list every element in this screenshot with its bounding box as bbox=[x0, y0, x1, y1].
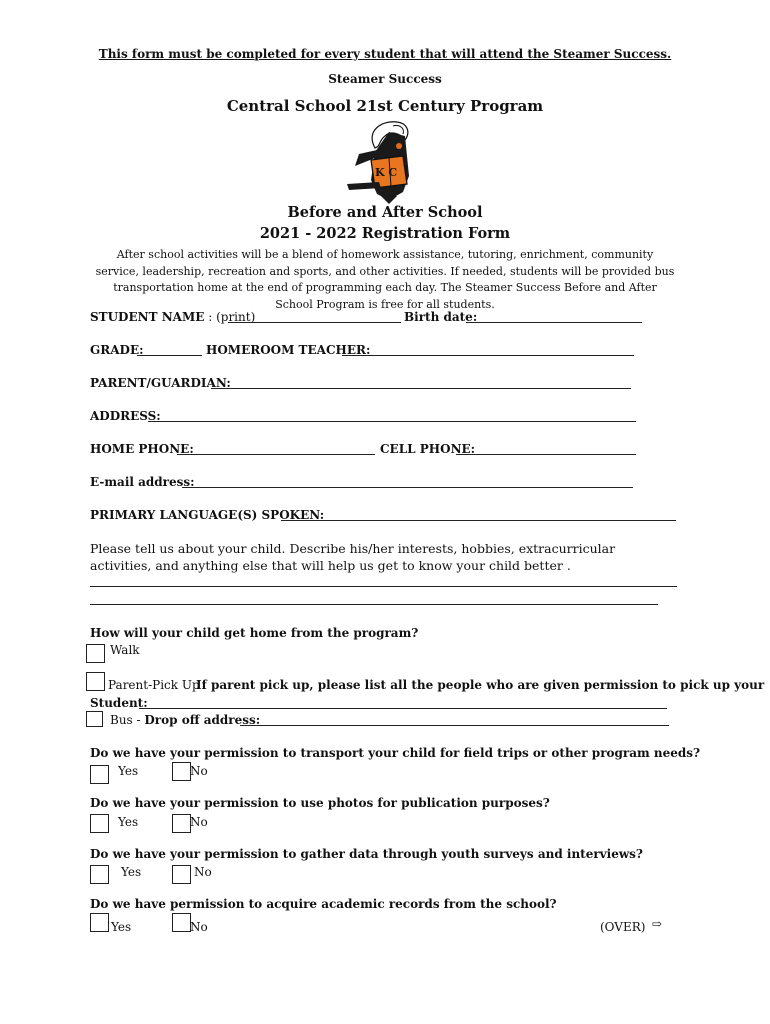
about-child-line-1[interactable] bbox=[90, 586, 677, 587]
home-phone-label: HOME PHONE: bbox=[90, 442, 194, 456]
surveys-no-label: No bbox=[194, 865, 212, 879]
about-child-line-2[interactable] bbox=[90, 604, 658, 605]
right-arrow-icon: ⇨ bbox=[652, 917, 663, 931]
primary-language-label: PRIMARY LANGUAGE(S) SPOKEN: bbox=[90, 508, 325, 522]
student-name-label: STUDENT NAME : (print) bbox=[90, 310, 256, 324]
field-trips-yes-label: Yes bbox=[118, 764, 139, 778]
field-trips-no-checkbox[interactable] bbox=[172, 762, 191, 781]
records-yes-label: Yes bbox=[111, 920, 132, 934]
over-label: (OVER) bbox=[600, 920, 646, 934]
primary-language-field[interactable] bbox=[281, 520, 676, 521]
birth-date-field[interactable] bbox=[466, 322, 642, 323]
logo-letters: K C bbox=[375, 166, 398, 179]
program-name: Steamer Success bbox=[328, 72, 442, 86]
grade-field[interactable] bbox=[137, 355, 202, 356]
walk-label: Walk bbox=[110, 643, 140, 657]
birth-date-label: Birth date: bbox=[404, 310, 478, 324]
permission-question-records: Do we have permission to acquire academic records from the school? bbox=[90, 897, 557, 911]
bus-label: Bus - Drop off address: bbox=[110, 713, 261, 727]
parent-pickup-note: If parent pick up, please list all the people who are given permission to pick up your bbox=[196, 678, 765, 692]
completion-notice: This form must be completed for every student that will attend the Steamer Success. bbox=[98, 47, 672, 61]
intro-paragraph: After school activities will be a blend of homework assistance, tutoring, enrichment, community service, leadership, recreation and sports, and other activities. If needed, students will be provided bus transportation home at the end of programming each day. The Steamer Success Before and After School Program is free for all students. bbox=[95, 248, 675, 311]
grade-label: GRADE: bbox=[90, 343, 144, 357]
surveys-yes-checkbox[interactable] bbox=[90, 865, 109, 884]
parent-guardian-label: PARENT/GUARDIAN: bbox=[90, 376, 231, 390]
cell-phone-label: CELL PHONE: bbox=[380, 442, 476, 456]
form-title-line1: Before and After School bbox=[287, 204, 483, 221]
about-child-prompt: Please tell us about your child. Describe his/her interests, hobbies, extracurricular activities, and anything else that will help us get to know your child better . bbox=[90, 541, 616, 573]
photos-yes-checkbox[interactable] bbox=[90, 814, 109, 833]
email-label: E-mail address: bbox=[90, 475, 195, 489]
field-trips-yes-checkbox[interactable] bbox=[90, 765, 109, 784]
permission-question-surveys: Do we have your permission to gather data through youth surveys and interviews? bbox=[90, 847, 643, 861]
home-phone-field[interactable] bbox=[177, 454, 375, 455]
parent-pickup-checkbox[interactable] bbox=[86, 672, 105, 691]
records-no-checkbox[interactable] bbox=[172, 913, 191, 932]
homeroom-teacher-field[interactable] bbox=[342, 355, 634, 356]
school-program-title: Central School 21st Century Program bbox=[226, 97, 544, 115]
pickup-people-field[interactable] bbox=[139, 708, 667, 709]
transport-question: How will your child get home from the program? bbox=[90, 626, 419, 640]
permission-question-field-trips: Do we have your permission to transport your child for field trips or other program needs? bbox=[90, 746, 701, 760]
email-field[interactable] bbox=[182, 487, 633, 488]
photos-yes-label: Yes bbox=[118, 815, 139, 829]
records-yes-checkbox[interactable] bbox=[90, 913, 109, 932]
parent-guardian-field[interactable] bbox=[211, 388, 631, 389]
permission-question-photos: Do we have your permission to use photos for publication purposes? bbox=[90, 796, 550, 810]
drop-off-address-field[interactable] bbox=[240, 725, 669, 726]
homeroom-teacher-label: HOMEROOM TEACHER: bbox=[206, 343, 371, 357]
cell-phone-field[interactable] bbox=[456, 454, 636, 455]
steam-train-logo bbox=[345, 118, 425, 204]
photos-no-checkbox[interactable] bbox=[172, 814, 191, 833]
surveys-yes-label: Yes bbox=[121, 865, 142, 879]
field-trips-no-label: No bbox=[190, 764, 208, 778]
photos-no-label: No bbox=[190, 815, 208, 829]
form-title-line2: 2021 - 2022 Registration Form bbox=[259, 225, 511, 242]
student-pickup-label: Student: bbox=[90, 696, 148, 710]
surveys-no-checkbox[interactable] bbox=[172, 865, 191, 884]
bus-checkbox[interactable] bbox=[86, 711, 103, 727]
records-no-label: No bbox=[190, 920, 208, 934]
address-field[interactable] bbox=[148, 421, 636, 422]
student-name-field[interactable] bbox=[228, 322, 401, 323]
parent-pickup-label: Parent-Pick Up bbox=[108, 678, 200, 692]
walk-checkbox[interactable] bbox=[86, 644, 105, 663]
address-label: ADDRESS: bbox=[90, 409, 161, 423]
